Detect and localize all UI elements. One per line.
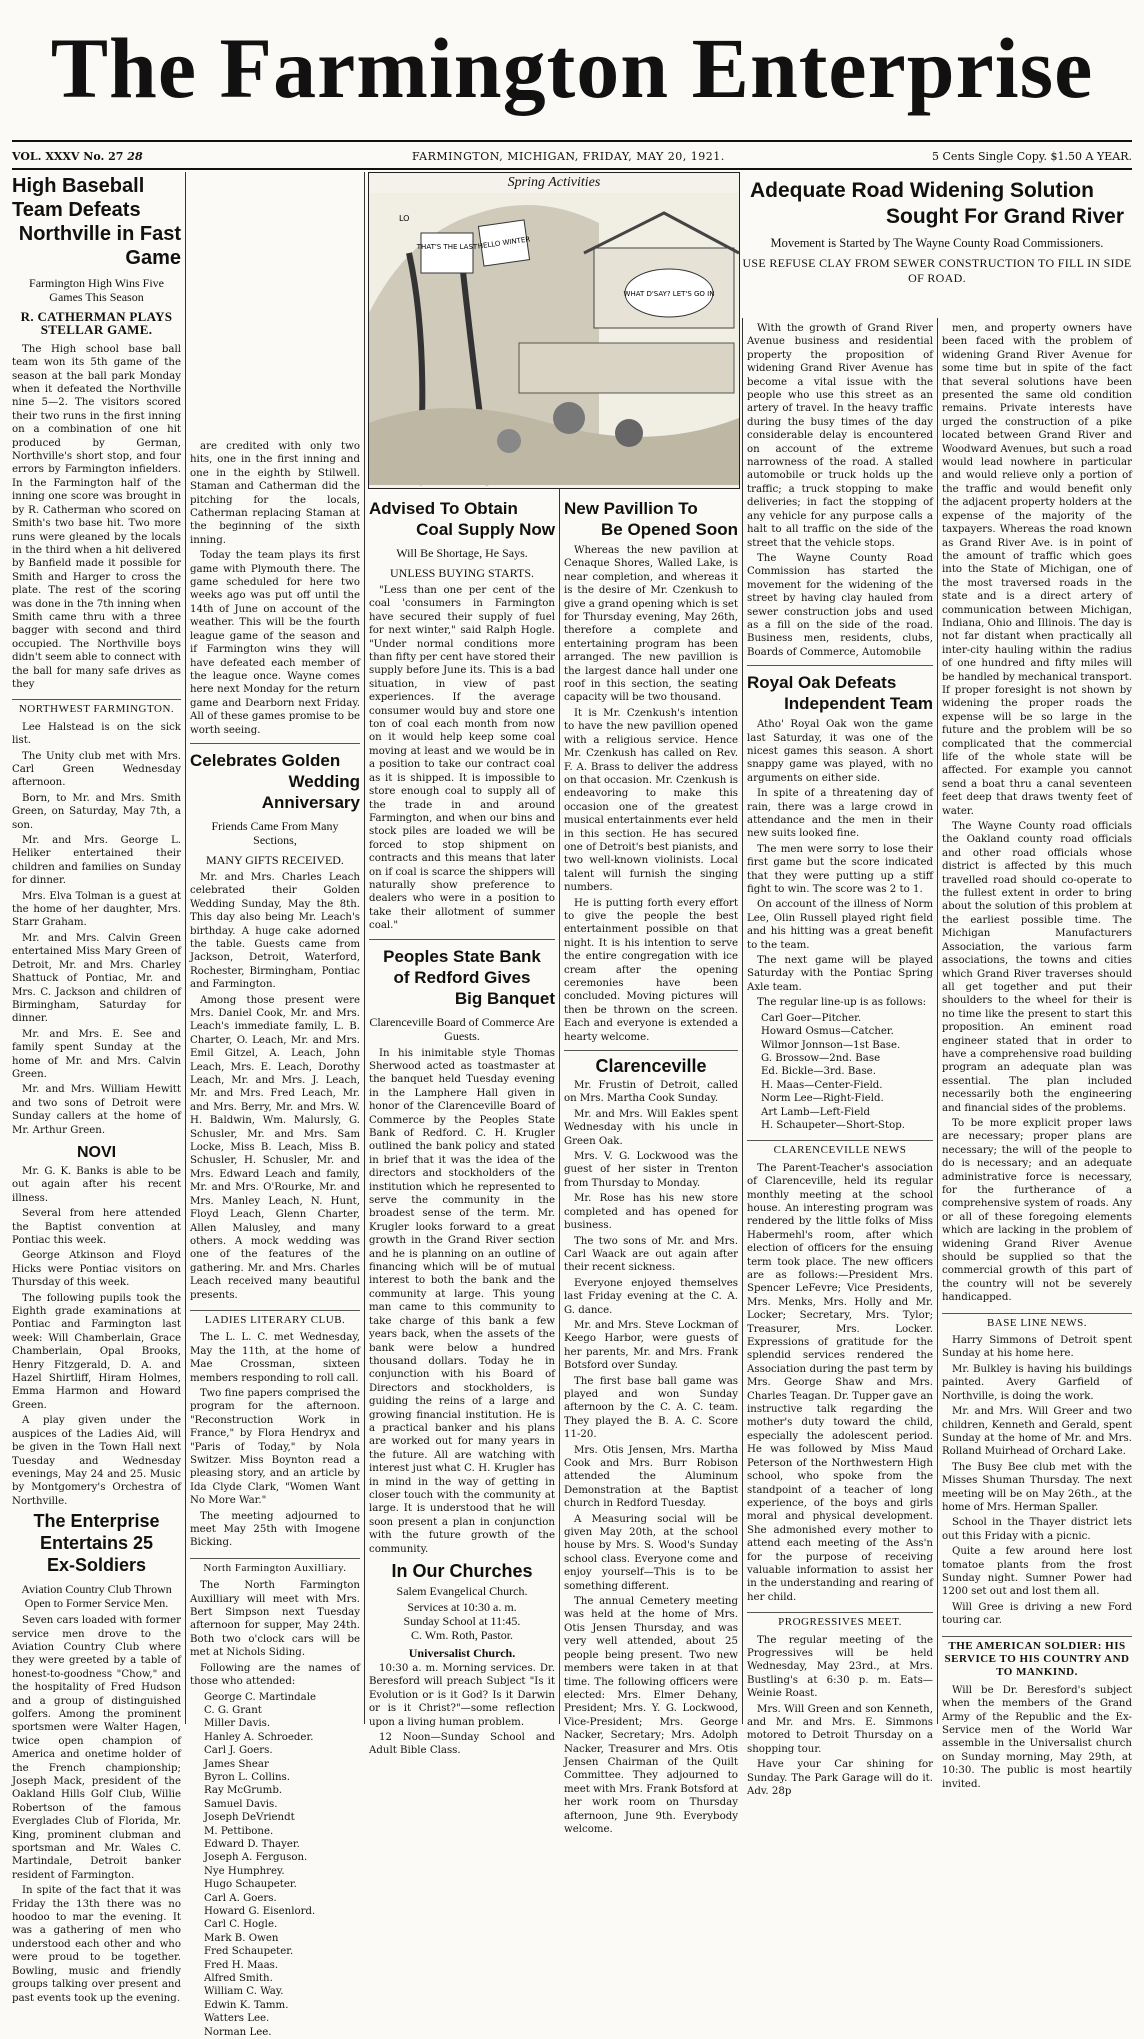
sign-board [421,233,473,273]
list-item: Norman Lee. [204,2026,360,2039]
news-item: The annual Cemetery meeting was held at the home of Mrs. Otis Jensen Thursday, and was very well attended, about 25 people being present. Two new members were taken in at that time. The following officers were elected: Mrs. Elmer Dehany, President; Mrs. Y. G. Lockwood, Vice-President; Mrs. George Nacker, Secretary; Mrs. Adolph Nacker, Treasurer and Mrs. Otis Jensen Chairman of the Quilt Committee. They adjourned to meet with Mrs. Frank Botsford at her work room on Thursday afternoon, June 9th. Everybody welcome. [564,1595,738,1836]
road-headline-block [742,172,1132,318]
subdeck-baseball: R. CATHERMAN PLAYS STELLAR GAME. [12,310,181,337]
column-rule [937,172,938,1724]
list-item: Joseph A. Ferguson. [204,1851,360,1864]
lineup-list [761,1012,933,1133]
list-item: Edward D. Thayer. [204,1838,360,1851]
figure [497,429,521,453]
article-paragraph: Mr. and Mrs. Charles Leach celebrated their Golden Wedding Sunday, May the 8th. This day also being Mr. Leach's birthday. A huge cake adorned the table. Guests came from Jackson, Detroit, Waterford, Rochester, Birmingham, Pontiac and Farmington. [190,871,360,992]
list-item: Watters Lee. [204,2012,360,2025]
article-paragraph: The High school base ball team won its 5th game of the season at the ball park Monday when it defeated the Northville nine 5—2. The visitors scored their two runs in the first inning on a combination of one hit produced by German, Northville's short stop, and four errors by Farmington infielders. In the Farmington half of the inning one score was brought in by R. Catherman who scored on Smith's two base hit. Two more runs were gleaned by the locals in the third when a hit delivered by Banfield made it possible for Smith and Harger to cross the plate. The rest of the scoring was done in the 7th inning when Smith came thru with a three bagger with second and third occupied. The Northville boys didn't seem able to connect with the ball for many safe drives as they [12,343,181,692]
cartoon-label: LO [399,214,409,223]
news-item: Mr. and Mrs. William Hewitt and two sons of Detroit were Sunday callers at the home of Mr. Arthur Green. [12,1083,181,1137]
list-item: Wilmor Jonnson—1st Base. [761,1039,933,1052]
news-item: Mr. Frustin of Detroit, called on Mrs. Martha Cook Sunday. [564,1079,738,1106]
article-paragraph: He is putting forth every effort to give the people the best entertainment possible on that night. It is his intention to serve the entire congregation with ice cream after the opening ceremonies have been concluded. Moving pictures will then be thrown on the screen. Each and everyone is extended a hearty welcome. [564,897,738,1044]
news-item: 10:30 a. m. Morning services. Dr. Beresford will preach Subject "Is it Evolution or is it God? Is it Darwin or is it Christ?"—some reflection upon a living human problem. [369,1662,555,1729]
news-item: Mrs. Otis Jensen, Mrs. Martha Cook and Mrs. Burr Robison attended the Aluminum Demonstration at the Baptist church in Redford Tuesday. [564,1444,738,1511]
column-5 [747,172,933,1724]
list-item: Carl J. Goers. [204,1744,360,1757]
list-item: William C. Way. [204,1985,360,1998]
heading-american-soldier: THE AMERICAN SOLDIER: HIS SERVICE TO HIS COUNTRY AND TO MANKIND. [942,1636,1132,1680]
headline-soldiers: The Enterprise Entertains 25 Ex-Soldiers [12,1510,181,1576]
news-item: A Measuring social will be given May 20th, at the school house by Mrs. S. Wood's Sunday school class. Everyone come and enjoy yourself—This is to be something different. [564,1513,738,1593]
deck-baseball: Farmington High Wins Five Games This Season [12,276,181,304]
bubble-text: WHAT D'SAY? LET'S GO IN [624,290,715,298]
place-date: FARMINGTON, MICHIGAN, FRIDAY, MAY 20, 1921. [412,150,725,163]
dateline-rule [12,168,1132,170]
service-info: C. Wm. Roth, Pastor. [369,1628,555,1642]
news-item: George Atkinson and Floyd Hicks were Pontiac visitors on Thursday of this week. [12,1249,181,1289]
headline-bank: Peoples State Bank of Redford Gives Big Banquet [369,946,555,1009]
list-item: Miller Davis. [204,1717,360,1730]
news-item: Mr. and Mrs. Will Greer and two children, Kenneth and Gerald, spent Sunday at the home of Mr. and Mrs. Rolland Muirhead of Orchard Lake. [942,1405,1132,1459]
list-item: C. G. Grant [204,1704,360,1717]
subdeck-road: USE REFUSE CLAY FROM SEWER CONSTRUCTION TO FILL IN SIDE OF ROAD. [742,256,1132,286]
column-2 [190,440,360,1724]
headline-royal-oak: Royal Oak Defeats Independent Team [747,672,933,714]
list-item: Nye Humphrey. [204,1865,360,1878]
list-item: Art Lamb—Left-Field [761,1106,933,1119]
list-item: Carl Goer—Pitcher. [761,1012,933,1025]
cartoon-drawing [369,193,739,485]
figure [615,419,643,447]
news-item: The following pupils took the Eighth grade examinations at Pontiac and Farmington last week: Will Chamberlain, Grace Chamberlain, Opal Brooks, Henry Fitzgerald, D. A. and Hazel Shirtliff, Hiram Holmes, Emma Harmon and Howard Green. [12,1292,181,1413]
list-item: Carl A. Goers. [204,1892,360,1905]
news-item: Several from here attended the Baptist convention at Pontiac this week. [12,1207,181,1247]
column-4 [564,496,738,1724]
deck-bank: Clarenceville Board of Commerce Are Guests. [369,1015,555,1043]
separator [369,939,555,940]
news-item: School in the Thayer district lets out this Friday with a picnic. [942,1516,1132,1543]
news-item: Mr. Rose has his new store completed and has opened for business. [564,1192,738,1232]
list-item: Byron L. Collins. [204,1771,360,1784]
news-item: Mr. and Mrs. E. See and family spent Sunday at the home of Mr. and Mrs. Calvin Green. [12,1028,181,1082]
deck-soldiers: Aviation Country Club Thrown Open to Former Service Men. [12,1582,181,1610]
news-item: Have your Car shining for Sunday. The Park Garage will do it. Adv. 28p [747,1758,933,1798]
heading-auxiliary: North Farmington Auxilliary. [190,1558,360,1575]
news-item: Mr. and Mrs. George L. Heliker entertained their children and families on Sunday for dinner. [12,834,181,888]
sign-text: THAT'S THE LAST [416,243,478,251]
column-rule [742,172,743,1724]
bubble-text: HELLO WINTER [477,235,530,250]
heading-northwest-farmington: NORTHWEST FARMINGTON. [12,699,181,716]
deck-coal: Will Be Shortage, He Says. [369,546,555,560]
list-item: Fred H. Maas. [204,1959,360,1972]
heading-ladies-literary: LADIES LITERARY CLUB. [190,1310,360,1327]
news-item: Born, to Mr. and Mrs. Smith Green, on Saturday, May 7th, a son. [12,792,181,832]
article-paragraph: Will be Dr. Beresford's subject when the members of the Grand Army of the Republic and the Ex-Service men of the World War assemble in the Universalist church on Sunday morning, May 29th, at 10:30. The public is most heartily invited. [942,1684,1132,1791]
news-item: The men were sorry to lose their first game but the score indicated that they were putting up a stiff fight to win. The score was 2 to 1. [747,843,933,897]
article-paragraph: Among those present were Mrs. Daniel Cook, Mr. and Mrs. Leach's immediate family, L. B. Charter, O. Leach, Mr. and Mrs. Emil Gitzel, A. Leach, John Leach, Mrs. E. Leach, Dorothy Leach, Mr. and Mrs. J. Leach, Mr. and Mrs. Fred Leach, Mr. and Mrs. Berry, Mr. and Mrs. W. H. Baldwin, Wm. Malursly, G. Schusler, Mr. and Mrs. Sam Locke, Miss B. Leach, Miss B. Schusler, H. Schusler, Mr. and Mrs. Edward Leach and family, Mr. and Mrs. O'Rourke, Mr. and Mrs. Manley Leach, N. Hunt, Floyd Leach, Glenn Charter, Allen Malusley, and many others. A mock wedding was one of the features of the gathering. Mr. and Mrs. Charles Leach received many beautiful presents. [190,994,360,1302]
news-item: Will Gree is driving a new Ford touring car. [942,1601,1132,1628]
article-paragraph: With the growth of Grand River Avenue business and residential property the proposition of widening Grand River Avenue has become a vital issue with the people who use this street as an artery of travel. In the heavy traffic during the busy times of the day considerable delay is encountered on account of the extreme narrowness of the road. A stalled automobile or truck holds up the traffic; a truck stopping to make deliveries; in fact the stopping of any vehicle for any purpose calls a halt to all traffic on the side of the street that the vehicle stops. [747,322,933,550]
news-item: 12 Noon—Sunday School and Adult Bible Class. [369,1731,555,1758]
list-item: Howard G. Eisenlord. [204,1905,360,1918]
news-item: Everyone enjoyed themselves last Friday evening at the C. A. G. dance. [564,1277,738,1317]
article-paragraph: The Parent-Teacher's association of Clarenceville, held its regular monthly meeting at the school house. An interesting program was rendered by the little folks of Miss Habermehl's room, after which election of officers for the ensuing term took place. The new officers are as follows:—President Mrs. Spencer LeFevre; Vice Presidents, Mrs. Menks, Mrs. Holly and Mr. Locker; Secretary, Mrs. Tylor; Treasurer, Mrs. Locker. Expressions of gratitude for the splendid services rendered the Association during the past term by Mrs. George Shaw and Mrs. Charles Teagan. Dr. Tupper gave an instructive talk regarding the mother's duty toward the child, especially the adolescent period. He was followed by Miss Maud Peterson of the Northwestern High school, who spoke from the standpoint of a teacher of long experience, of the boys and girls moral and physical development. She admonished every mother to attend each meeting of the Ass'n for the purpose of receiving valuable information to assist her in the understanding and rearing of her child. [747,1162,933,1604]
column-rule [185,172,186,1724]
news-item: The two sons of Mr. and Mrs. Carl Waack are out again after their recent sickness. [564,1235,738,1275]
news-item: A play given under the auspices of the Ladies Aid, will be given in the Town Hall next Tuesday and Wednesday evenings, May 24 and 25. Music by Montgomery's Orchestra of Northville. [12,1414,181,1508]
list-item: H. Schaupeter—Short-Stop. [761,1119,933,1132]
news-item: The next game will be played Saturday with the Pontiac Spring Axle team. [747,954,933,994]
separator [747,665,933,666]
news-item: Two fine papers comprised the program for the afternoon. "Reconstruction Work in France," by Flora Hendryx and "Paris of Today," by Nola Switzer. Miss Boynton read a pleasing story, and an article by Ida Clyde Clark, "Women Want No More War." [190,1387,360,1508]
service-info: Sunday School at 11:45. [369,1614,555,1628]
separator [564,1050,738,1051]
news-item: Mr. G. K. Banks is able to be out again after his recent illness. [12,1165,181,1205]
list-item: Joseph DeVriendt [204,1811,360,1824]
article-paragraph: In spite of the fact that it was Friday the 13th there was no hoodoo to mar the evening. It was a gathering of men who understood each other and who were proud to be together. Bowling, music and friendly groups talking over present and past events took up the evening. [12,1884,181,2005]
cartoon-illustration [368,172,740,489]
column-1 [12,172,181,1724]
news-item: Mrs. Elva Tolman is a guest at the home of her daughter, Mrs. Starr Graham. [12,890,181,930]
news-item: The L. L. C. met Wednesday, May the 11th, at the home of Mae Crossman, sixteen members responding to roll call. [190,1331,360,1385]
article-paragraph: Seven cars loaded with former service men drove to the Aviation Country Club where they were greeted by a table of honest-to-goodness "Chow," and the hospitality of Fred Hudson and a group of distinguished golfers. Among the prominent sportsmen were Walter Hagen, twice open champion of America and onetime holder of the French championship; Joseph Mack, president of the Oakland Hills Golf Club, Willie Robertson of the famous Everglades Club of Florida, Mr. King, prominent clubman and sportsman and Mr. Wales C. Martindale, Detroit banker resident of Farmington. [12,1614,181,1882]
cartoon-caption: Spring Activities [369,173,739,193]
news-item: The regular line-up is as follows: [747,996,933,1009]
list-item: Ed. Bickle—3rd. Base. [761,1065,933,1078]
list-item: H. Maas—Center-Field. [761,1079,933,1092]
list-item: Hanley A. Schroeder. [204,1731,360,1744]
porch [519,343,734,393]
article-paragraph: To be more explicit proper laws are necessary; proper plans are necessary; the will of the people to do is necessary; and an adequate administrative force is necessary, for the furtherance of a comprehensive system of roads. Any or all of these foregoing elements which are lacking in the problem of widening Grand River Avenue should be supplied so that the commercial growth of this part of the country will not be severely handicapped. [942,1117,1132,1305]
service-info: Services at 10:30 a. m. [369,1600,555,1614]
news-item: The meeting adjourned to meet May 25th with Imogene Bicking. [190,1510,360,1550]
heading-novi: NOVI [12,1143,181,1162]
headline-road: Adequate Road Widening Solution Sought For Grand River [742,174,1132,230]
list-item: Carl C. Hogle. [204,1918,360,1931]
separator [190,743,360,744]
attendee-list [204,1691,360,2039]
news-item: The North Farmington Auxilliary will meet with Mrs. Bert Simpson next Tuesday afternoon for supper, May 24th. Both two o'clock cars will be met at Nichols Siding. [190,1579,360,1659]
column-3 [369,496,555,1724]
column-rule [364,172,365,1724]
news-item: The Busy Bee club met with the Misses Shuman Thursday. The next meeting will be on May 26th., at the home of Mrs. Herman Spaller. [942,1461,1132,1515]
volume-number: VOL. XXXV No. 27 28 [12,150,143,163]
list-item: George C. Martindale [204,1691,360,1704]
article-paragraph: In his inimitable style Thomas Sherwood acted as toastmaster at the banquet held Tuesday evening in the Lamphere Hall given in honor of the Clarenceville Board of Commerce by the Peoples State Bank of Redford. C. H. Krugler outlined the bank policy and stated in brief that it was the idea of the directors and stockholders of the institution which he represented to serve the community in the broadest sense of the term. Mr. Krugler looks forward to a great growth in the Grand River section and he is planning on an outline of financing which will be of mutual interest to both the bank and the community at large. This young man came to this community to take charge of this bank a few years back, when the assets of the bank were below a hundred thousand dollars. Today he in conjunction with his Board of Directors and stockholders, is guiding the reins of a large and growing financial institution. He is a practical banker and his plans are worked out for many years in the future. All are watching with interest just what C. H. Krugler has in mind in the way of getting in closer touch with the community at large. It is understood that he will soon present a plan in conjunction with the future growth of the community. [369,1047,555,1556]
news-item: On account of the illness of Norm Lee, Olin Russell played right field and his hitting was a great benefit to the team. [747,898,933,952]
news-item: Lee Halstead is on the sick list. [12,721,181,748]
news-item: The Unity club met with Mrs. Carl Green Wednesday afternoon. [12,750,181,790]
list-item: G. Brossow—2nd. Base [761,1052,933,1065]
column-6 [942,322,1132,1724]
headline-pavillion: New Pavillion To Be Opened Soon [564,498,738,540]
list-item: Fred Schaupeter. [204,1945,360,1958]
figure [553,402,585,434]
list-item: M. Pettibone. [204,1825,360,1838]
news-item: In spite of a threatening day of rain, there was a large crowd in attendance and the men in their new suits looked fine. [747,787,933,841]
article-paragraph: Today the team plays its first game with Plymouth there. The game scheduled for here two weeks ago was put off until the 14th of June on account of the weather. This will be the fourth league game of the season and if Farmington wins they will have defeated each member of the league once. Wayne comes here next Monday for the return game and Dearborn next Friday. All of these games promise to be worth seeing. [190,549,360,737]
news-item: Mrs. V. G. Lockwood was the guest of her sister in Trenton from Thursday to Monday. [564,1150,738,1190]
list-item: James Shear [204,1758,360,1771]
news-item: Mr. and Mrs. Calvin Green entertained Miss Mary Green of Detroit, Mr. and Mrs. Charley Shattuck of Pontiac, Mr. and Mrs. C. Jackson and children of Birmingham, Saturday for dinner. [12,932,181,1026]
list-item: Ray McGrumb. [204,1784,360,1797]
list-item: Howard Osmus—Catcher. [761,1025,933,1038]
heading-base-line: BASE LINE NEWS. [942,1313,1132,1330]
headline-coal: Advised To Obtain Coal Supply Now [369,498,555,540]
article-paragraph: Whereas the new pavilion at Cenaque Shores, Walled Lake, is near completion, and whereas it is the desire of Mr. Czenkush to give a grand opening which is set for Thursday evening, May 26th, therefore a complete and entertaining program has been arranged. The new pavillion is the largest dance hall under one roof in this section, the seating capacity will be two thousand. [564,544,738,705]
list-item: Mark B. Owen [204,1932,360,1945]
article-paragraph: The Wayne County road officials the Oakland county road officials and other road officials whose district is affected by this much travelled road should co-operate to the fullest extent in order to bring about the solution of this problem at the earliest possible time. The Michigan Manufacturers Association, the various farm associations, the towns and cities which Grand River traverses should all get together and put their shoulders to the wheel for their is no time like the present to start this proposition. An eminent road engineer stated that in order to have a comprehensive road building program an adequate plan was essential. The plan included necessarily both the engineering and financial sides of the problems. [942,820,1132,1115]
headline-baseball: High Baseball Team Defeats Northville in Fast Game [12,174,181,270]
list-item: Hugo Schaupeter. [204,1878,360,1891]
heading-clarenceville: Clarenceville [564,1057,738,1076]
news-item: Mr. Bulkley is having his buildings painted. Avery Garfield of Northville, is doing the work. [942,1363,1132,1403]
list-item: Norm Lee—Right-Field. [761,1092,933,1105]
subdeck-coal: UNLESS BUYING STARTS. [369,566,555,580]
headline-golden-wedding: Celebrates Golden Wedding Anniversary [190,750,360,813]
news-item: The first base ball game was played and won Sunday afternoon by the C. A. C. team. They played the B. A. C. Score 11-20. [564,1375,738,1442]
list-item: Edwin K. Tamm. [204,1999,360,2012]
article-paragraph: men, and property owners have been faced with the problem of widening Grand River Avenue for some time but in spite of the fact that several solutions have been presented the same old condition remains. Private interests have urged the construction of a pike located between Grand River and Woodward Avenues, but such a road would lead nowhere in particular and would relieve only a portion of the traffic and would benefit only the adjacent property holders at the expense of the majority of the taxpayers. Whereas the road known as Grand River Ave. is in point of the amount of traffic which goes into the State of Michigan, one of the most traversed roads in the state and is a direct artery of communication between Michigan, Indiana, Ohio and Illinois. The day is not far distant when practically all inter-city hauling within the radius of one hundred and fifty miles will be handled by mechanical transport. If proper foresight is not shown by widening the proper roads the expense will be so large in the future and the problem will be so complicated that the commercial life of the whole state will be affected. For example you cannot send a boat thru a canal seventeen feet deep that draws twenty feet of water. [942,322,1132,818]
subdeck-golden-wedding: MANY GIFTS RECEIVED. [190,853,360,867]
deck-road: Movement is Started by The Wayne County Road Commissioners. [742,236,1132,250]
heading-universalist: Universalist Church. [369,1646,555,1660]
heading-salem: Salem Evangelical Church. [369,1584,555,1598]
heading-clarenceville-news: CLARENCEVILLE NEWS [747,1140,933,1157]
news-item: Mrs. Will Green and son Kenneth, and Mr. and Mrs. E. Simmons motored to Detroit Thursday on a shopping tour. [747,1703,933,1757]
masthead-rule [12,140,1132,142]
news-item: The regular meeting of the Progressives will be held Wednesday, May 23rd., at Mrs. Bustling's at 6:30 p. m. Eats—Weinie Roast. [747,1634,933,1701]
deck-golden-wedding: Friends Came From Many Sections, [190,819,360,847]
news-item: Harry Simmons of Detroit spent Sunday at his home here. [942,1334,1132,1361]
news-item: Mr. and Mrs. Will Eakles spent Wednesday with his uncle in Green Oak. [564,1108,738,1148]
masthead-title: The Farmington Enterprise [0,18,1144,118]
news-item: Quite a few around here lost tomatoe plants from the frost Sunday night. Sumner Power had 1200 set out and lost them all. [942,1545,1132,1599]
handwritten-number: 28 [127,150,142,163]
news-item: Following are the names of those who attended: [190,1662,360,1689]
article-paragraph: The Wayne County Road Commission has started the movement for the widening of the street by having clay hauled from sewer construction jobs and used as a fill on the side of the road. Business men, residents, clubs, Boards of Commerce, Automobile [747,552,933,659]
article-paragraph: "Less than one per cent of the coal 'consumers in Farmington have secured their supply of fuel for next winter," said Ralph Hogle. "Under normal conditions more than fifty per cent have stored their supply before June its. This is a bad situation, in view of past experiences. If the average consumer would buy and store one ton of coal each month from now on it would help keep some coal moving at least and we would be in a position to take our contract coal as it is shipped. It is impossible to store enough coal to supply all of the trade in and around Farmington, and when our bins and stock piles are loaded we will be forced to stop shipment on contracts and this means that later on if coal is scarce the shippers will naturally show preference to dealers who were in a position to take their allotment of summer coal." [369,584,555,933]
dateline [12,150,1132,168]
list-item: Alfred Smith. [204,1972,360,1985]
article-paragraph: are credited with only two hits, one in the first inning and one in the eighth by Stilwell. Staman and Catherman did the pitching for the locals, Catherman replacing Staman at the beginning of the sixth inning. [190,440,360,547]
list-item: Samuel Davis. [204,1798,360,1811]
article-paragraph: It is Mr. Czenkush's intention to have the new pavillion opened with a religious service. Hence Mr. Czenkush has called on Rev. F. A. Brass to deliver the address on that occasion. Mr. Czenkush is endeavoring to make this occasion one of the greatest musical entertainments ever held in this section. He has secured one of Detroit's best pianists, and two well-known violinists. Local talent will furnish the singing numbers. [564,707,738,895]
heading-churches: In Our Churches [369,1562,555,1581]
heading-progressives: PROGRESSIVES MEET. [747,1612,933,1629]
price: 5 Cents Single Copy. $1.50 A YEAR. [932,150,1132,163]
news-item: Atho' Royal Oak won the game last Saturday, it was one of the nicest games this season. A short snappy game was played, with no arguments on either side. [747,718,933,785]
news-item: Mr. and Mrs. Steve Lockman of Keego Harbor, were guests of her parents, Mr. and Mrs. Frank Botsford over Sunday. [564,1319,738,1373]
